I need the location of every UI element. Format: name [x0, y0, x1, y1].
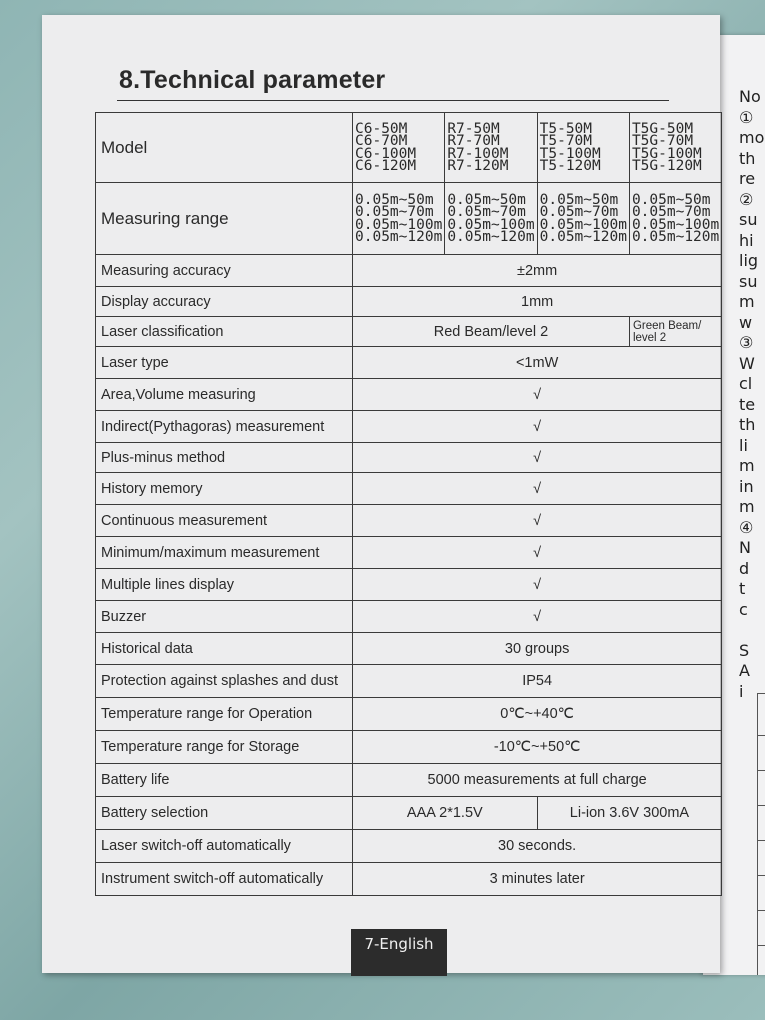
right-page-fragment: re — [739, 169, 756, 188]
right-page-text — [739, 87, 765, 702]
right-page-table-line — [757, 840, 765, 841]
right-page-fragment: No — [739, 87, 761, 106]
row-label: Laser type — [96, 347, 353, 379]
model-list: R7-50M R7-70M R7-100M R7-120M — [445, 113, 537, 183]
row-label: Laser switch-off automatically — [96, 830, 353, 863]
row-value: ±2mm — [353, 255, 722, 287]
table-row — [96, 731, 722, 764]
right-page-fragment: ④ — [739, 517, 754, 537]
row-label: Measuring range — [96, 183, 353, 255]
right-page-fragment: N — [739, 538, 751, 557]
row-label: Battery life — [96, 764, 353, 797]
row-value: IP54 — [353, 665, 722, 698]
title-underline — [117, 100, 669, 101]
row-label: Plus-minus method — [96, 443, 353, 473]
right-page-fragment: cl — [739, 374, 753, 393]
right-page-fragment: c — [739, 599, 748, 619]
row-value: 3 minutes later — [353, 863, 722, 896]
right-page-table-line — [757, 735, 765, 736]
right-page-fragment: i — [739, 681, 744, 701]
table-row — [96, 443, 722, 473]
right-page-table-line — [757, 693, 765, 694]
row-value: Red Beam/level 2 — [353, 317, 630, 347]
table-row — [96, 317, 722, 347]
row-label: Buzzer — [96, 601, 353, 633]
row-value: √ — [353, 569, 722, 601]
table-row — [96, 505, 722, 537]
row-label: History memory — [96, 473, 353, 505]
right-page-fragment: lig — [739, 251, 759, 270]
table-row — [96, 569, 722, 601]
right-page-fragment: m — [739, 456, 755, 475]
right-page-fragment: su — [739, 271, 758, 291]
row-value: √ — [353, 443, 722, 473]
row-value: √ — [353, 411, 722, 443]
table-row-model — [96, 113, 722, 183]
right-page-fragment: m — [739, 497, 755, 516]
row-value: √ — [353, 379, 722, 411]
row-label: Historical data — [96, 633, 353, 665]
right-page-fragment: ② — [739, 189, 754, 209]
right-page-table-line — [757, 945, 765, 946]
row-label: Area,Volume measuring — [96, 379, 353, 411]
row-value: √ — [353, 601, 722, 633]
row-label: Temperature range for Operation — [96, 698, 353, 731]
table-row — [96, 665, 722, 698]
right-page-fragment: in — [739, 476, 754, 496]
table-row — [96, 287, 722, 317]
table-row — [96, 379, 722, 411]
table-row — [96, 347, 722, 379]
right-page-fragment: ① — [739, 107, 754, 127]
row-value: √ — [353, 537, 722, 569]
row-value-secondary: Green Beam/ level 2 — [629, 317, 721, 347]
right-page-table-line — [757, 875, 765, 876]
range-list: 0.05m~50m 0.05m~70m 0.05m~100m 0.05m~120m — [537, 183, 629, 255]
right-page-table-line — [757, 770, 765, 771]
right-page-fragment: d — [739, 558, 750, 578]
table-row — [96, 797, 722, 830]
right-page-fragment: m — [739, 292, 755, 311]
row-value: √ — [353, 473, 722, 505]
right-page-table-border — [757, 693, 758, 975]
row-value-secondary: Li-ion 3.6V 300mA — [537, 797, 722, 830]
table-row — [96, 764, 722, 797]
row-label: Instrument switch-off automatically — [96, 863, 353, 896]
row-value: 30 seconds. — [353, 830, 722, 863]
right-page-fragment: th — [739, 148, 756, 168]
right-page-table-line — [757, 805, 765, 806]
table-row — [96, 601, 722, 633]
row-value: <1mW — [353, 347, 722, 379]
right-page-fragment: th — [739, 415, 756, 434]
model-list: C6-50M C6-70M C6-100M C6-120M — [353, 113, 445, 183]
row-value: AAA 2*1.5V — [353, 797, 538, 830]
range-list: 0.05m~50m 0.05m~70m 0.05m~100m 0.05m~120m — [629, 183, 721, 255]
row-label: Battery selection — [96, 797, 353, 830]
table-row — [96, 830, 722, 863]
row-value: 5000 measurements at full charge — [353, 764, 722, 797]
row-value: -10℃~+50℃ — [353, 731, 722, 764]
row-label: Laser classification — [96, 317, 353, 347]
table-row — [96, 411, 722, 443]
right-page-fragment: su — [739, 210, 758, 229]
right-page-fragment: hi — [739, 230, 754, 250]
row-label: Temperature range for Storage — [96, 731, 353, 764]
right-page-fragment: te — [739, 394, 756, 414]
right-page-fragment: ③ — [739, 333, 754, 352]
table-row-measuring-range — [96, 183, 722, 255]
right-page-fragment: W — [739, 353, 755, 373]
range-list: 0.05m~50m 0.05m~70m 0.05m~100m 0.05m~120m — [445, 183, 537, 255]
row-label: Protection against splashes and dust — [96, 665, 353, 698]
table-row — [96, 863, 722, 896]
right-page-fragment: S — [739, 640, 750, 660]
row-label: Measuring accuracy — [96, 255, 353, 287]
right-page-fragment: t — [739, 579, 746, 598]
row-value: 30 groups — [353, 633, 722, 665]
right-page-fragment: w — [739, 312, 753, 332]
table-row — [96, 698, 722, 731]
row-label: Model — [96, 113, 353, 183]
table-row — [96, 633, 722, 665]
page-number-tab: 7-English — [351, 929, 447, 976]
right-page-table-line — [757, 910, 765, 911]
row-value: 1mm — [353, 287, 722, 317]
row-value: √ — [353, 505, 722, 537]
right-page-fragment — [739, 620, 765, 641]
technical-parameter-table — [95, 112, 722, 896]
model-list: T5G-50M T5G-70M T5G-100M T5G-120M — [629, 113, 721, 183]
row-label: Indirect(Pythagoras) measurement — [96, 411, 353, 443]
row-value: 0℃~+40℃ — [353, 698, 722, 731]
table-row — [96, 255, 722, 287]
right-page-fragment: mo — [739, 128, 765, 147]
range-list: 0.05m~50m 0.05m~70m 0.05m~100m 0.05m~120m — [353, 183, 445, 255]
section-title: 8.Technical parameter — [119, 66, 386, 94]
row-label: Multiple lines display — [96, 569, 353, 601]
row-label: Continuous measurement — [96, 505, 353, 537]
table-row — [96, 473, 722, 505]
row-label: Display accuracy — [96, 287, 353, 317]
model-list: T5-50M T5-70M T5-100M T5-120M — [537, 113, 629, 183]
row-label: Minimum/maximum measurement — [96, 537, 353, 569]
table-row — [96, 537, 722, 569]
right-page-fragment: A — [739, 661, 750, 680]
right-page-fragment: li — [739, 435, 748, 455]
